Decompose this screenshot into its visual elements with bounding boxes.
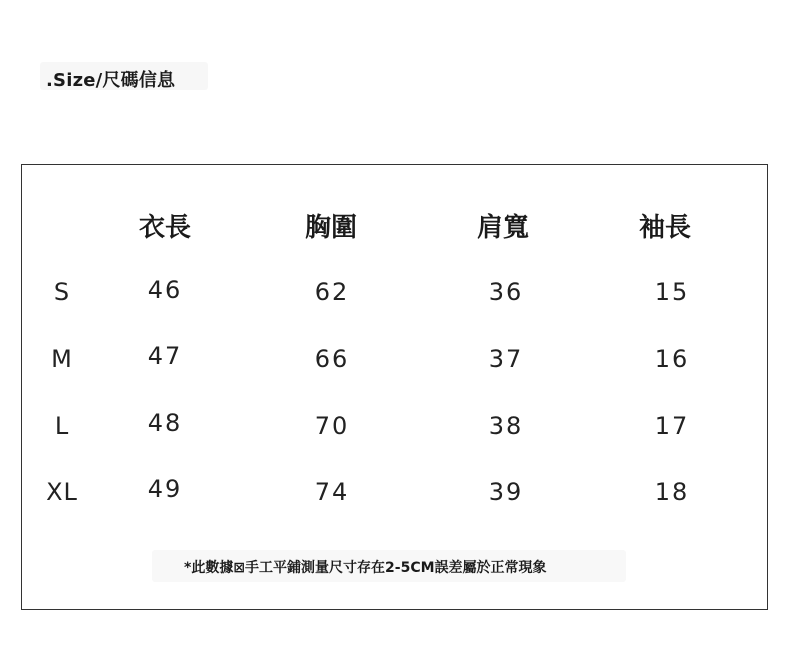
size-table (21, 164, 768, 610)
chest-value: 62 (314, 278, 350, 306)
shoulder-value: 38 (488, 412, 524, 440)
sleeve-value: 18 (654, 478, 690, 506)
size-label: L (54, 412, 70, 440)
chest-value: 66 (314, 345, 350, 373)
size-label: XL (46, 478, 78, 506)
header-sleeve: 袖長 (638, 213, 692, 243)
sleeve-value: 16 (654, 345, 690, 373)
shoulder-value: 37 (488, 345, 524, 373)
length-value: 48 (147, 409, 183, 437)
length-value: 46 (147, 276, 183, 304)
header-shoulder: 肩寬 (476, 213, 530, 243)
shoulder-value: 39 (488, 478, 524, 506)
length-value: 47 (147, 342, 183, 370)
length-value: 49 (147, 475, 183, 503)
size-label: S (53, 278, 71, 306)
sleeve-value: 17 (654, 412, 690, 440)
header-length: 衣長 (138, 213, 192, 243)
header-chest: 胸圍 (304, 213, 358, 243)
measurement-note: *此數據⊠手工平鋪測量尺寸存在2-5CM誤差屬於正常現象 (184, 560, 547, 576)
size-label: M (51, 345, 73, 373)
page-title: .Size/尺碼信息 (46, 70, 176, 91)
chest-value: 74 (314, 478, 350, 506)
sleeve-value: 15 (654, 278, 690, 306)
chest-value: 70 (314, 412, 350, 440)
shoulder-value: 36 (488, 278, 524, 306)
